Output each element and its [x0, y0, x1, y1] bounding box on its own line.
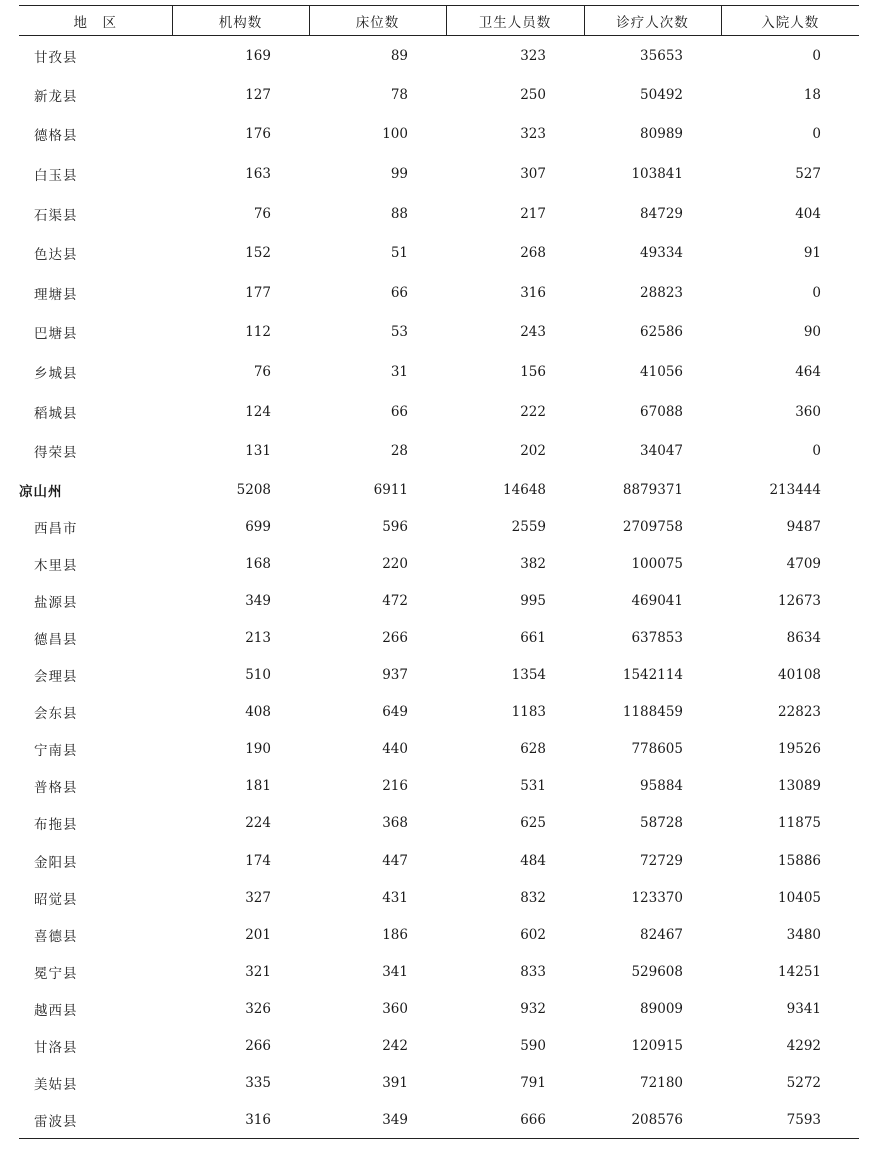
table-row	[19, 582, 859, 619]
cell-institutions: 181	[245, 778, 271, 795]
cell-admissions: 527	[795, 166, 821, 183]
cell-outpatient-visits: 1188459	[622, 704, 683, 721]
header-row	[19, 6, 859, 36]
table-row	[19, 471, 859, 508]
cell-beds: 360	[382, 1000, 408, 1017]
cell-institutions: 5208	[236, 481, 271, 498]
cell-beds: 89	[390, 47, 408, 64]
cell-admissions: 9341	[786, 1000, 821, 1017]
cell-outpatient-visits: 35653	[640, 47, 683, 64]
cell-admissions: 14251	[778, 963, 821, 980]
cell-beds: 431	[382, 889, 408, 906]
cell-institutions: 152	[245, 245, 271, 262]
cell-health-workers: 833	[520, 963, 546, 980]
cell-institutions: 190	[245, 741, 271, 758]
table-row	[19, 1065, 859, 1102]
cell-admissions: 12673	[778, 592, 821, 609]
region-name: 德格县	[34, 128, 78, 145]
cell-admissions: 464	[795, 364, 821, 381]
cell-health-workers: 484	[520, 852, 546, 869]
region-name: 布拖县	[34, 817, 78, 834]
cell-institutions: 177	[245, 284, 271, 301]
cell-admissions: 19526	[778, 741, 821, 758]
table-row	[19, 842, 859, 879]
region-name: 得荣县	[34, 445, 78, 462]
table-row	[19, 879, 859, 916]
cell-admissions: 360	[795, 403, 821, 420]
table-row	[19, 657, 859, 694]
cell-institutions: 335	[245, 1075, 271, 1092]
region-name: 白玉县	[34, 168, 78, 185]
cell-admissions: 13089	[778, 778, 821, 795]
cell-beds: 391	[382, 1075, 408, 1092]
table-row	[19, 431, 859, 471]
cell-health-workers: 666	[446, 1102, 584, 1139]
cell-health-workers: 602	[520, 926, 546, 943]
cell-admissions: 0	[812, 284, 821, 301]
region-name: 宁南县	[34, 743, 78, 760]
cell-health-workers: 250	[520, 86, 546, 103]
cell-institutions: 168	[245, 555, 271, 572]
cell-beds: 242	[382, 1037, 408, 1054]
cell-outpatient-visits: 41056	[640, 364, 683, 381]
cell-health-workers: 382	[520, 555, 546, 572]
region-name: 巴塘县	[34, 326, 78, 343]
cell-health-workers: 791	[520, 1075, 546, 1092]
cell-outpatient-visits: 2709758	[622, 518, 683, 535]
cell-institutions: 176	[245, 126, 271, 143]
table-row	[19, 694, 859, 731]
cell-beds: 78	[390, 86, 408, 103]
cell-beds: 447	[382, 852, 408, 869]
cell-institutions: 213	[245, 629, 271, 646]
cell-beds: 6911	[373, 481, 408, 498]
region-name: 西昌市	[34, 520, 78, 537]
cell-beds: 266	[382, 629, 408, 646]
cell-beds: 368	[382, 815, 408, 832]
cell-health-workers: 661	[520, 629, 546, 646]
statistics-table	[19, 5, 859, 1139]
cell-outpatient-visits: 100075	[631, 555, 683, 572]
table-row	[19, 953, 859, 990]
cell-institutions: 321	[245, 963, 271, 980]
region-name: 美姑县	[34, 1077, 78, 1094]
cell-admissions: 9487	[786, 518, 821, 535]
cell-outpatient-visits: 80989	[640, 126, 683, 143]
cell-admissions: 213444	[769, 481, 821, 498]
cell-outpatient-visits: 49334	[640, 245, 683, 262]
cell-beds: 440	[382, 741, 408, 758]
cell-admissions: 3480	[786, 926, 821, 943]
cell-admissions: 0	[812, 443, 821, 460]
cell-outpatient-visits: 82467	[640, 926, 683, 943]
cell-beds: 99	[390, 166, 408, 183]
cell-beds: 53	[390, 324, 408, 341]
cell-outpatient-visits: 62586	[640, 324, 683, 341]
table-row	[19, 36, 859, 76]
table-row	[19, 313, 859, 353]
cell-health-workers: 1183	[511, 704, 546, 721]
cell-outpatient-visits: 637853	[631, 629, 683, 646]
region-name: 昭觉县	[34, 891, 78, 908]
cell-admissions: 5272	[786, 1075, 821, 1092]
cell-health-workers: 625	[520, 815, 546, 832]
cell-beds: 51	[390, 245, 408, 262]
cell-admissions: 18	[803, 86, 821, 103]
cell-beds: 31	[390, 364, 408, 381]
table-row	[19, 1027, 859, 1064]
cell-outpatient-visits: 103841	[631, 166, 683, 183]
cell-outpatient-visits: 778605	[631, 741, 683, 758]
cell-institutions: 124	[245, 403, 271, 420]
cell-admissions: 8634	[786, 629, 821, 646]
cell-institutions: 174	[245, 852, 271, 869]
cell-institutions: 326	[245, 1000, 271, 1017]
table-row	[19, 990, 859, 1027]
table-row	[19, 916, 859, 953]
cell-admissions: 10405	[778, 889, 821, 906]
cell-health-workers: 268	[520, 245, 546, 262]
cell-health-workers: 202	[520, 443, 546, 460]
cell-outpatient-visits: 67088	[640, 403, 683, 420]
cell-beds: 937	[382, 667, 408, 684]
region-name: 乡城县	[34, 366, 78, 383]
table-row	[19, 392, 859, 432]
region-name: 德昌县	[34, 631, 78, 648]
header-beds: 床位数	[309, 6, 446, 36]
cell-admissions: 4709	[786, 555, 821, 572]
region-name: 会东县	[34, 706, 78, 723]
table-row	[19, 115, 859, 155]
table-row	[19, 75, 859, 115]
cell-beds: 186	[382, 926, 408, 943]
cell-outpatient-visits: 1542114	[622, 667, 683, 684]
cell-admissions: 91	[803, 245, 821, 262]
cell-institutions: 131	[245, 443, 271, 460]
cell-institutions: 510	[245, 667, 271, 684]
header-region: 地 区	[19, 6, 172, 36]
region-name: 冕宁县	[34, 965, 78, 982]
cell-institutions: 163	[245, 166, 271, 183]
region-name: 新龙县	[34, 88, 78, 105]
cell-health-workers: 243	[520, 324, 546, 341]
cell-beds: 28	[390, 443, 408, 460]
cell-health-workers: 531	[520, 778, 546, 795]
cell-institutions: 76	[253, 364, 271, 381]
table-row	[19, 545, 859, 582]
cell-beds: 88	[390, 205, 408, 222]
cell-health-workers: 316	[520, 284, 546, 301]
cell-beds: 66	[390, 403, 408, 420]
cell-admissions: 7593	[721, 1102, 859, 1139]
cell-institutions: 699	[245, 518, 271, 535]
cell-institutions: 408	[245, 704, 271, 721]
region-name: 甘洛县	[34, 1039, 78, 1056]
cell-admissions: 404	[795, 205, 821, 222]
table-row	[19, 352, 859, 392]
cell-health-workers: 1354	[511, 667, 546, 684]
cell-health-workers: 323	[520, 47, 546, 64]
cell-beds: 472	[382, 592, 408, 609]
table-row	[19, 194, 859, 234]
cell-health-workers: 628	[520, 741, 546, 758]
region-name: 喜德县	[34, 928, 78, 945]
cell-outpatient-visits: 95884	[640, 778, 683, 795]
table-row	[19, 233, 859, 273]
cell-institutions: 316	[172, 1102, 309, 1139]
cell-health-workers: 2559	[511, 518, 546, 535]
table-header	[19, 6, 859, 36]
cell-beds: 349	[309, 1102, 446, 1139]
cell-admissions: 22823	[778, 704, 821, 721]
header-health-workers: 卫生人员数	[446, 6, 584, 36]
region-name: 甘孜县	[34, 49, 78, 66]
cell-institutions: 224	[245, 815, 271, 832]
table-row	[19, 768, 859, 805]
cell-admissions: 0	[812, 47, 821, 64]
cell-beds: 649	[382, 704, 408, 721]
cell-health-workers: 932	[520, 1000, 546, 1017]
cell-outpatient-visits: 72180	[640, 1075, 683, 1092]
cell-beds: 66	[390, 284, 408, 301]
table-row	[19, 508, 859, 545]
cell-beds: 341	[382, 963, 408, 980]
cell-beds: 220	[382, 555, 408, 572]
cell-health-workers: 222	[520, 403, 546, 420]
cell-outpatient-visits: 123370	[631, 889, 683, 906]
cell-institutions: 349	[245, 592, 271, 609]
region-name: 盐源县	[34, 594, 78, 611]
cell-outpatient-visits: 72729	[640, 852, 683, 869]
header-admissions: 入院人数	[721, 6, 859, 36]
cell-outpatient-visits: 529608	[631, 963, 683, 980]
cell-admissions: 0	[812, 126, 821, 143]
table-row	[19, 273, 859, 313]
region-name: 木里县	[34, 557, 78, 574]
region-name: 石渠县	[34, 207, 78, 224]
cell-outpatient-visits: 89009	[640, 1000, 683, 1017]
table-row	[19, 619, 859, 656]
cell-institutions: 169	[245, 47, 271, 64]
cell-admissions: 4292	[786, 1037, 821, 1054]
region-name: 理塘县	[34, 286, 78, 303]
cell-health-workers: 14648	[503, 481, 546, 498]
cell-outpatient-visits: 34047	[640, 443, 683, 460]
table-row	[19, 805, 859, 842]
cell-institutions: 112	[245, 324, 271, 341]
cell-outpatient-visits: 50492	[640, 86, 683, 103]
table-row	[19, 1102, 859, 1139]
cell-admissions: 40108	[778, 667, 821, 684]
cell-institutions: 127	[245, 86, 271, 103]
cell-institutions: 201	[245, 926, 271, 943]
cell-health-workers: 995	[520, 592, 546, 609]
region-name: 金阳县	[34, 854, 78, 871]
cell-beds: 100	[382, 126, 408, 143]
cell-institutions: 266	[245, 1037, 271, 1054]
cell-beds: 216	[382, 778, 408, 795]
cell-admissions: 11875	[778, 815, 821, 832]
cell-health-workers: 323	[520, 126, 546, 143]
region-name: 雷波县	[19, 1102, 172, 1139]
cell-admissions: 90	[803, 324, 821, 341]
table-body	[19, 36, 859, 1139]
cell-health-workers: 590	[520, 1037, 546, 1054]
header-institutions: 机构数	[172, 6, 309, 36]
cell-outpatient-visits: 208576	[584, 1102, 721, 1139]
cell-outpatient-visits: 28823	[640, 284, 683, 301]
cell-outpatient-visits: 8879371	[622, 481, 683, 498]
cell-outpatient-visits: 469041	[631, 592, 683, 609]
cell-health-workers: 832	[520, 889, 546, 906]
region-name: 普格县	[34, 780, 78, 797]
cell-outpatient-visits: 120915	[631, 1037, 683, 1054]
cell-health-workers: 307	[520, 166, 546, 183]
cell-health-workers: 156	[520, 364, 546, 381]
cell-institutions: 76	[253, 205, 271, 222]
table-row	[19, 154, 859, 194]
cell-admissions: 15886	[778, 852, 821, 869]
cell-outpatient-visits: 84729	[640, 205, 683, 222]
region-name: 稻城县	[34, 405, 78, 422]
region-name: 会理县	[34, 669, 78, 686]
table-row	[19, 731, 859, 768]
cell-outpatient-visits: 58728	[640, 815, 683, 832]
region-name: 色达县	[34, 247, 78, 264]
cell-health-workers: 217	[520, 205, 546, 222]
cell-institutions: 327	[245, 889, 271, 906]
region-name: 凉山州	[19, 483, 63, 500]
region-name: 越西县	[34, 1002, 78, 1019]
header-outpatient-visits: 诊疗人次数	[584, 6, 721, 36]
cell-beds: 596	[382, 518, 408, 535]
